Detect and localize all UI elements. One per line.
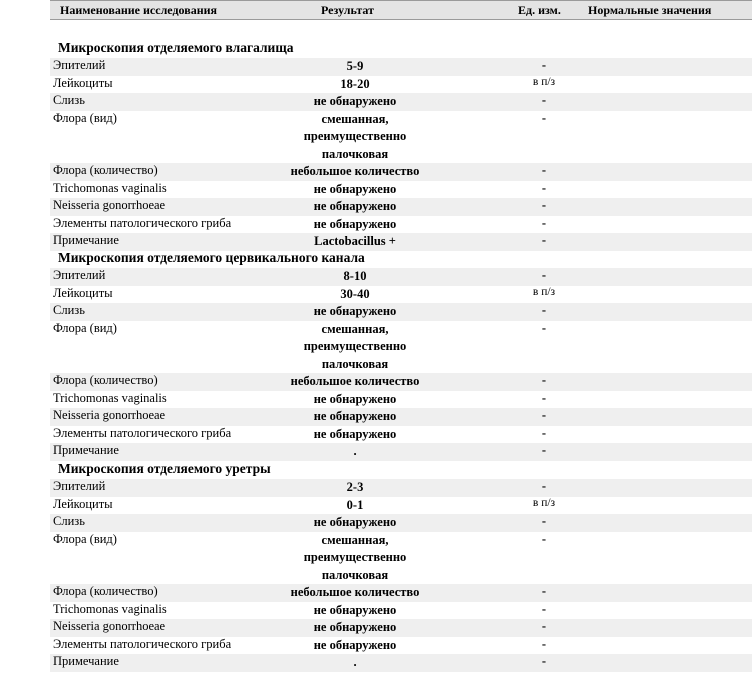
test-unit: - bbox=[541, 163, 547, 177]
test-unit: - bbox=[541, 215, 547, 230]
test-name: Слизь bbox=[53, 514, 85, 528]
table-row bbox=[50, 602, 752, 620]
test-result: не обнаружено bbox=[313, 391, 397, 406]
test-result: не обнаружено bbox=[313, 409, 397, 423]
test-result: небольшое количество bbox=[290, 164, 420, 178]
test-unit: - bbox=[541, 619, 547, 633]
test-unit: - bbox=[541, 654, 547, 668]
table-row bbox=[50, 303, 752, 321]
test-result: не обнаружено bbox=[313, 199, 397, 213]
table-row bbox=[50, 497, 752, 515]
test-unit: - bbox=[541, 479, 547, 493]
table-row bbox=[50, 584, 752, 602]
test-name: Флора (количество) bbox=[53, 163, 158, 177]
test-name: Лейкоциты bbox=[53, 75, 113, 90]
test-name: Neisseria gonorrhoeae bbox=[53, 408, 166, 422]
test-unit: - bbox=[541, 320, 547, 335]
table-row bbox=[50, 619, 752, 637]
test-result: . bbox=[353, 444, 357, 458]
table-row bbox=[50, 286, 752, 304]
test-result: не обнаружено bbox=[313, 602, 397, 617]
table-row bbox=[50, 654, 752, 672]
test-result: смешанная, преимущественно палочковая bbox=[303, 321, 407, 371]
test-result: не обнаружено bbox=[313, 181, 397, 196]
table-row bbox=[50, 76, 752, 94]
test-result: не обнаружено bbox=[313, 620, 397, 634]
test-unit: - bbox=[541, 303, 547, 317]
table-row bbox=[50, 233, 752, 251]
test-name: Флора (количество) bbox=[53, 584, 158, 598]
test-name: Эпителий bbox=[53, 58, 106, 72]
header-name: Наименование исследования bbox=[60, 3, 218, 17]
test-name: Neisseria gonorrhoeae bbox=[53, 619, 166, 633]
test-unit: - bbox=[541, 198, 547, 212]
test-unit: - bbox=[541, 514, 547, 528]
test-name: Эпителий bbox=[53, 479, 106, 493]
test-name: Флора (вид) bbox=[53, 531, 117, 546]
test-unit: - bbox=[541, 110, 547, 125]
test-unit: - bbox=[541, 93, 547, 107]
test-unit: в п/з bbox=[532, 75, 556, 88]
test-unit: - bbox=[541, 390, 547, 405]
test-unit: - bbox=[541, 268, 547, 282]
table-row bbox=[50, 163, 752, 181]
test-unit: - bbox=[541, 425, 547, 440]
table-row bbox=[50, 532, 752, 585]
test-unit: - bbox=[541, 233, 547, 247]
test-result: смешанная, преимущественно палочковая bbox=[303, 532, 407, 582]
test-result: небольшое количество bbox=[290, 374, 420, 388]
test-unit: в п/з bbox=[532, 496, 556, 509]
header-unit: Ед. изм. bbox=[518, 3, 561, 17]
test-name: Лейкоциты bbox=[53, 285, 113, 300]
test-name: Элементы патологического гриба bbox=[53, 215, 232, 230]
test-unit: в п/з bbox=[532, 285, 556, 298]
test-unit: - bbox=[541, 180, 547, 195]
table-row bbox=[50, 198, 752, 216]
table-row bbox=[50, 58, 752, 76]
table-row bbox=[50, 637, 752, 655]
test-name: Trichomonas vaginalis bbox=[53, 390, 167, 405]
test-name: Примечание bbox=[53, 443, 119, 457]
table-row bbox=[50, 93, 752, 111]
test-name: Лейкоциты bbox=[53, 496, 113, 511]
table-row bbox=[50, 391, 752, 409]
table-row bbox=[50, 373, 752, 391]
section-title: Микроскопия отделяемого уретры bbox=[58, 461, 271, 476]
test-unit: - bbox=[541, 58, 547, 72]
header-result: Результат bbox=[321, 3, 375, 17]
test-name: Примечание bbox=[53, 233, 119, 247]
test-result: не обнаружено bbox=[313, 637, 397, 652]
table-row bbox=[50, 443, 752, 461]
test-result: 0-1 bbox=[346, 497, 364, 512]
table-row bbox=[50, 514, 752, 532]
test-unit: - bbox=[541, 373, 547, 387]
test-result: 8-10 bbox=[343, 269, 367, 283]
table-row bbox=[50, 479, 752, 497]
section-title: Микроскопия отделяемого влагалища bbox=[58, 40, 294, 55]
test-result: 2-3 bbox=[346, 480, 364, 494]
test-name: Флора (количество) bbox=[53, 373, 158, 387]
table-row bbox=[50, 216, 752, 234]
test-result: смешанная, преимущественно палочковая bbox=[303, 111, 407, 161]
test-unit: - bbox=[541, 531, 547, 546]
table-row bbox=[50, 181, 752, 199]
table-row bbox=[50, 268, 752, 286]
test-name: Флора (вид) bbox=[53, 320, 117, 335]
test-result: не обнаружено bbox=[313, 304, 397, 318]
test-name: Trichomonas vaginalis bbox=[53, 601, 167, 616]
test-name: Элементы патологического гриба bbox=[53, 425, 232, 440]
section-title: Микроскопия отделяемого цервикального канала bbox=[58, 250, 365, 265]
test-unit: - bbox=[541, 584, 547, 598]
test-unit: - bbox=[541, 601, 547, 616]
test-result: не обнаружено bbox=[313, 216, 397, 231]
test-unit: - bbox=[541, 408, 547, 422]
test-name: Trichomonas vaginalis bbox=[53, 180, 167, 195]
test-name: Элементы патологического гриба bbox=[53, 636, 232, 651]
test-result: не обнаружено bbox=[313, 515, 397, 529]
test-result: 30-40 bbox=[340, 286, 370, 301]
test-unit: - bbox=[541, 636, 547, 651]
test-name: Слизь bbox=[53, 93, 85, 107]
table-row bbox=[50, 426, 752, 444]
table-row bbox=[50, 321, 752, 374]
table-row bbox=[50, 408, 752, 426]
test-name: Neisseria gonorrhoeae bbox=[53, 198, 166, 212]
test-result: 5-9 bbox=[346, 59, 364, 73]
header-norm: Нормальные значения bbox=[588, 3, 712, 17]
test-result: не обнаружено bbox=[313, 94, 397, 108]
test-result: . bbox=[353, 655, 357, 669]
test-name: Слизь bbox=[53, 303, 85, 317]
test-name: Примечание bbox=[53, 654, 119, 668]
table-row bbox=[50, 111, 752, 164]
test-unit: - bbox=[541, 443, 547, 457]
test-name: Флора (вид) bbox=[53, 110, 117, 125]
test-name: Эпителий bbox=[53, 268, 106, 282]
test-result: 18-20 bbox=[340, 76, 370, 91]
test-result: Lactobacillus + bbox=[314, 234, 396, 248]
test-result: не обнаружено bbox=[313, 426, 397, 441]
test-result: небольшое количество bbox=[290, 585, 420, 599]
